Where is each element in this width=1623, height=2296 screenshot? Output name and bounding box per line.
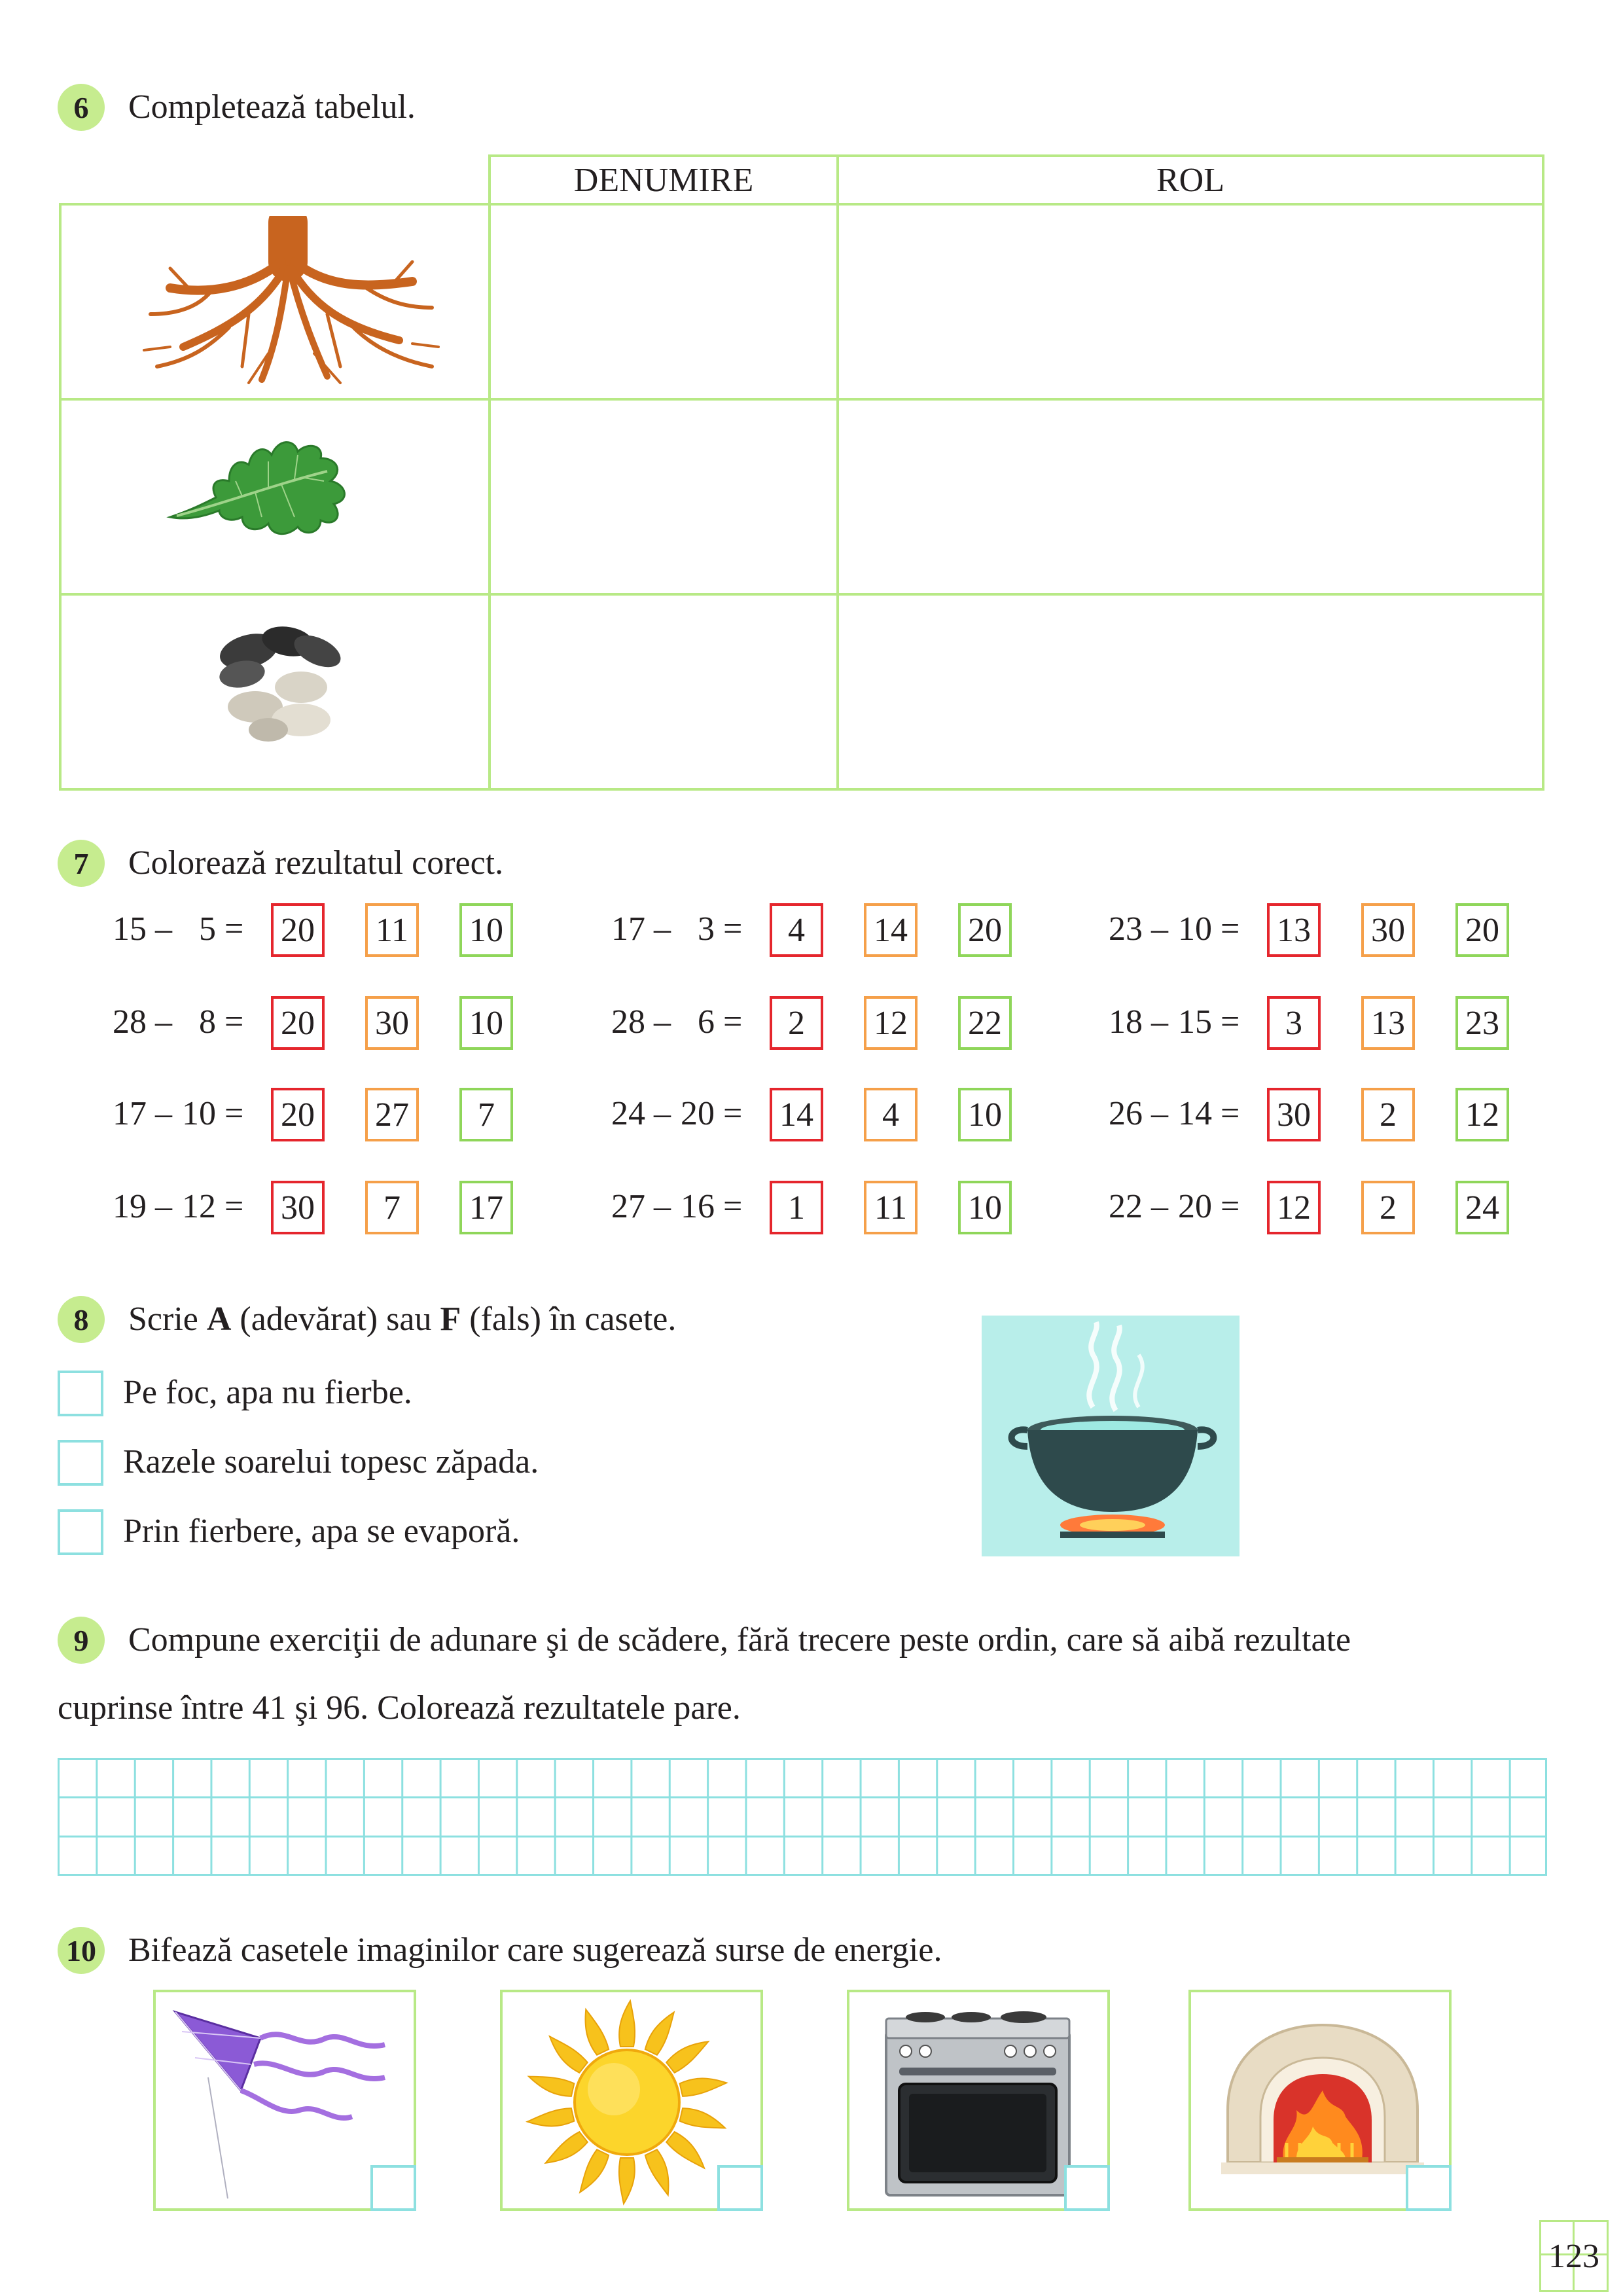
answer-option[interactable]: 10 (459, 996, 513, 1050)
equals-sign: = (715, 1003, 743, 1041)
subtrahend: 12 (182, 1188, 216, 1225)
minuend: 17 (113, 1095, 147, 1132)
exercise-number-badge: 6 (58, 84, 105, 131)
answer-option[interactable]: 22 (958, 996, 1012, 1050)
table-cell-role[interactable] (836, 593, 1544, 791)
equation (1109, 912, 1240, 946)
answer-option[interactable]: 10 (459, 903, 513, 957)
table-cell-name[interactable] (488, 398, 839, 596)
equation (611, 1190, 742, 1224)
answer-option[interactable]: 17 (459, 1181, 513, 1234)
equals-sign: = (216, 1188, 244, 1225)
minuend: 17 (611, 910, 645, 948)
table-header-role: ROL (1156, 161, 1224, 199)
answer-box[interactable] (58, 1440, 103, 1486)
stove-image-frame (847, 1990, 1110, 2211)
exercise-number-badge: 9 (58, 1617, 105, 1664)
equals-sign: = (715, 1095, 743, 1132)
answer-option[interactable]: 10 (958, 1088, 1012, 1141)
answer-option[interactable]: 20 (271, 903, 325, 957)
instruction-text: Scrie (128, 1300, 207, 1338)
answer-option[interactable]: 30 (271, 1181, 325, 1234)
minuend: 18 (1109, 1003, 1143, 1041)
answer-option[interactable]: 10 (958, 1181, 1012, 1234)
answer-option[interactable]: 13 (1267, 903, 1321, 957)
subtrahend: 16 (681, 1188, 715, 1225)
equation (611, 912, 742, 946)
minus-sign: – (1143, 910, 1177, 948)
exercise-instruction: Completează tabelul. (128, 88, 416, 126)
answer-option[interactable]: 14 (864, 903, 918, 957)
answer-option[interactable]: 27 (365, 1088, 419, 1141)
subtrahend: 3 (698, 910, 715, 948)
minus-sign: – (1143, 1095, 1177, 1132)
seeds-image (203, 615, 353, 746)
answer-option[interactable]: 1 (770, 1181, 823, 1234)
answer-option[interactable]: 30 (1361, 903, 1415, 957)
minus-sign: – (147, 1188, 181, 1225)
minus-sign: – (645, 910, 679, 948)
exercise-instruction: Colorează rezultatul corect. (128, 844, 504, 882)
answer-option[interactable]: 7 (365, 1181, 419, 1234)
equation (1109, 1190, 1240, 1224)
instruction-text: (fals) în casete. (461, 1300, 677, 1338)
answer-option[interactable]: 20 (271, 1088, 325, 1141)
equation (611, 1097, 742, 1131)
subtrahend: 14 (1178, 1095, 1212, 1132)
writing-grid[interactable] (58, 1758, 1547, 1876)
answer-option[interactable]: 20 (271, 996, 325, 1050)
table-cell-role[interactable] (836, 398, 1544, 596)
subtrahend: 8 (199, 1003, 216, 1041)
minuend: 23 (1109, 910, 1143, 948)
subtrahend: 20 (681, 1095, 715, 1132)
answer-option[interactable]: 24 (1455, 1181, 1509, 1234)
equals-sign: = (1212, 1188, 1240, 1225)
roots-image (131, 216, 445, 386)
boiling-pot-image (982, 1316, 1240, 1556)
exercise-instruction (128, 1302, 676, 1336)
answer-box[interactable] (58, 1509, 103, 1555)
minuend: 22 (1109, 1188, 1143, 1225)
sun-image (522, 1998, 732, 2207)
table-cell-name[interactable] (488, 203, 839, 401)
answer-option[interactable]: 23 (1455, 996, 1509, 1050)
equals-sign: = (715, 910, 743, 948)
minuend: 28 (611, 1003, 645, 1041)
statement: Prin fierbere, apa se evaporă. (123, 1513, 520, 1550)
equals-sign: = (715, 1188, 743, 1225)
minus-sign: – (645, 1188, 679, 1225)
equation (1109, 1005, 1240, 1039)
statement: Pe foc, apa nu fierbe. (123, 1374, 412, 1411)
minus-sign: – (1143, 1188, 1177, 1225)
minuend: 28 (113, 1003, 147, 1041)
checkbox[interactable] (370, 2165, 416, 2211)
answer-box[interactable] (58, 1371, 103, 1416)
false-letter: F (440, 1300, 461, 1338)
answer-option[interactable]: 2 (1361, 1181, 1415, 1234)
exercise-instruction: Bifează casetele imaginilor care sugerează surse de energie. (128, 1931, 942, 1969)
equation (113, 1005, 243, 1039)
minus-sign: – (645, 1095, 679, 1132)
minus-sign: – (147, 1095, 181, 1132)
answer-option[interactable]: 11 (365, 903, 419, 957)
equals-sign: = (1212, 1095, 1240, 1132)
minuend: 26 (1109, 1095, 1143, 1132)
minus-sign: – (645, 1003, 679, 1041)
subtrahend: 10 (1178, 910, 1212, 948)
answer-option[interactable]: 2 (770, 996, 823, 1050)
exercise-number-badge: 10 (58, 1927, 105, 1974)
equation (113, 1190, 243, 1224)
answer-option[interactable]: 3 (1267, 996, 1321, 1050)
minus-sign: – (147, 910, 181, 948)
answer-option[interactable]: 7 (459, 1088, 513, 1141)
answer-option[interactable]: 13 (1361, 996, 1415, 1050)
kite-image-frame (153, 1990, 416, 2211)
equation (1109, 1097, 1240, 1131)
checkbox[interactable] (1064, 2165, 1110, 2211)
answer-option[interactable]: 4 (864, 1088, 918, 1141)
instruction-text: (adevărat) sau (231, 1300, 440, 1338)
table-cell-role[interactable] (836, 203, 1544, 401)
fireplace-image (1215, 2018, 1431, 2189)
checkbox[interactable] (1406, 2165, 1452, 2211)
subtrahend: 15 (1178, 1003, 1212, 1041)
exercise-number-badge: 7 (58, 840, 105, 887)
answer-option[interactable]: 20 (1455, 903, 1509, 957)
answer-option[interactable]: 2 (1361, 1088, 1415, 1141)
oak-leaf-image (164, 419, 373, 543)
equals-sign: = (1212, 1003, 1240, 1041)
statement: Razele soarelui topesc zăpada. (123, 1443, 539, 1480)
equals-sign: = (216, 1095, 244, 1132)
subtrahend: 20 (1178, 1188, 1212, 1225)
answer-option[interactable]: 4 (770, 903, 823, 957)
answer-option[interactable]: 14 (770, 1088, 823, 1141)
fireplace-image-frame (1188, 1990, 1452, 2211)
answer-option[interactable]: 12 (1455, 1088, 1509, 1141)
equals-sign: = (216, 1003, 244, 1041)
equals-sign: = (216, 910, 244, 948)
answer-option[interactable]: 20 (958, 903, 1012, 957)
minuend: 19 (113, 1188, 147, 1225)
kite-image (169, 2005, 391, 2202)
exercise-instruction: cuprinse între 41 şi 96. Colorează rezultatele pare. (58, 1689, 741, 1727)
equation (113, 912, 243, 946)
stove-image (873, 2005, 1082, 2202)
answer-option[interactable]: 12 (1267, 1181, 1321, 1234)
true-letter: A (206, 1300, 232, 1338)
subtrahend: 10 (182, 1095, 216, 1132)
answer-option[interactable]: 30 (1267, 1088, 1321, 1141)
answer-option[interactable]: 30 (365, 996, 419, 1050)
subtrahend: 5 (199, 910, 216, 948)
exercise-number-badge: 8 (58, 1296, 105, 1343)
minuend: 24 (611, 1095, 645, 1132)
minuend: 15 (113, 910, 147, 948)
table-header-name: DENUMIRE (573, 161, 754, 199)
page-number: 123 (1548, 2238, 1599, 2275)
sun-image-frame (500, 1990, 763, 2211)
table-cell-name[interactable] (488, 593, 839, 791)
equation (611, 1005, 742, 1039)
equation (113, 1097, 243, 1131)
minuend: 27 (611, 1188, 645, 1225)
answer-option[interactable]: 12 (864, 996, 918, 1050)
minus-sign: – (147, 1003, 181, 1041)
answer-option[interactable]: 11 (864, 1181, 918, 1234)
subtrahend: 6 (698, 1003, 715, 1041)
exercise-instruction: Compune exerciţii de adunare şi de scădere, fără trecere peste ordin, care să aibă rezultate (128, 1621, 1351, 1659)
checkbox[interactable] (717, 2165, 763, 2211)
minus-sign: – (1143, 1003, 1177, 1041)
equals-sign: = (1212, 910, 1240, 948)
